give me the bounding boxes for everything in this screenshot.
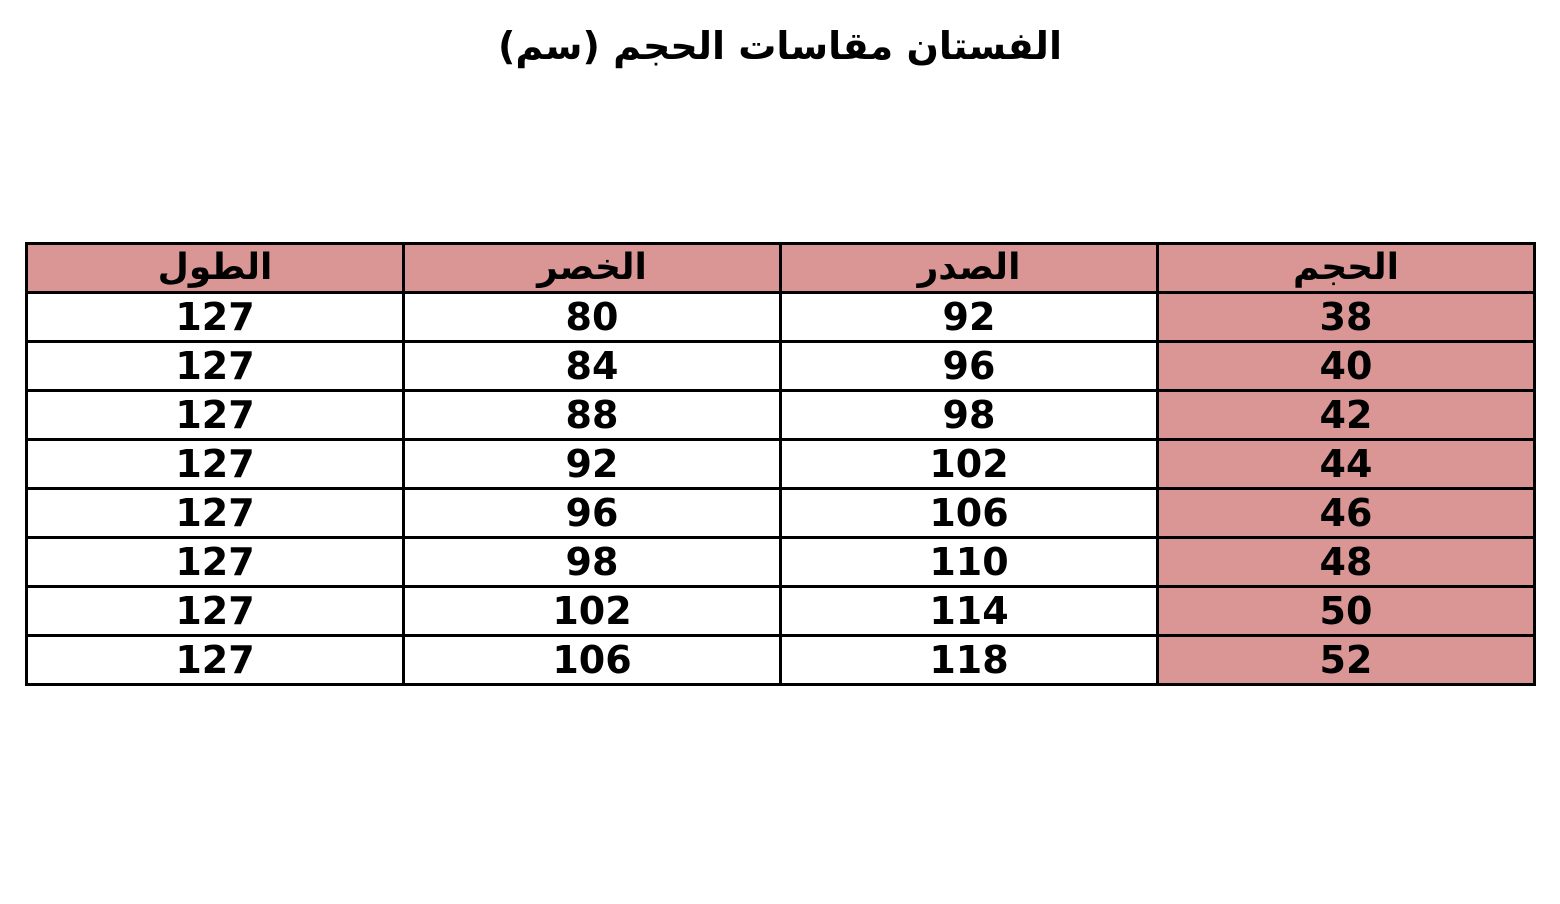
size-cell: 42 bbox=[1158, 391, 1535, 440]
length-cell: 127 bbox=[27, 391, 404, 440]
length-cell: 127 bbox=[27, 342, 404, 391]
length-cell: 127 bbox=[27, 587, 404, 636]
bust-cell: 92 bbox=[781, 293, 1158, 342]
size-cell: 46 bbox=[1158, 489, 1535, 538]
size-cell: 48 bbox=[1158, 538, 1535, 587]
table-row bbox=[27, 293, 1535, 342]
header-waist: الخصر bbox=[404, 244, 781, 293]
size-chart-table bbox=[25, 242, 1536, 686]
table-row bbox=[27, 538, 1535, 587]
waist-cell: 88 bbox=[404, 391, 781, 440]
waist-cell: 106 bbox=[404, 636, 781, 685]
length-cell: 127 bbox=[27, 293, 404, 342]
header-bust: الصدر bbox=[781, 244, 1158, 293]
bust-cell: 96 bbox=[781, 342, 1158, 391]
bust-cell: 102 bbox=[781, 440, 1158, 489]
header-length: الطول bbox=[27, 244, 404, 293]
table-header-row bbox=[27, 244, 1535, 293]
size-cell: 40 bbox=[1158, 342, 1535, 391]
table-row bbox=[27, 489, 1535, 538]
waist-cell: 92 bbox=[404, 440, 781, 489]
waist-cell: 84 bbox=[404, 342, 781, 391]
length-cell: 127 bbox=[27, 489, 404, 538]
size-cell: 44 bbox=[1158, 440, 1535, 489]
length-cell: 127 bbox=[27, 440, 404, 489]
table-row bbox=[27, 587, 1535, 636]
header-size: الحجم bbox=[1158, 244, 1535, 293]
table-row bbox=[27, 636, 1535, 685]
bust-cell: 118 bbox=[781, 636, 1158, 685]
size-cell: 50 bbox=[1158, 587, 1535, 636]
length-cell: 127 bbox=[27, 538, 404, 587]
page-title: الفستان مقاسات الحجم (سم) bbox=[498, 24, 1062, 68]
waist-cell: 98 bbox=[404, 538, 781, 587]
bust-cell: 106 bbox=[781, 489, 1158, 538]
bust-cell: 114 bbox=[781, 587, 1158, 636]
length-cell: 127 bbox=[27, 636, 404, 685]
size-cell: 52 bbox=[1158, 636, 1535, 685]
bust-cell: 110 bbox=[781, 538, 1158, 587]
size-cell: 38 bbox=[1158, 293, 1535, 342]
waist-cell: 96 bbox=[404, 489, 781, 538]
bust-cell: 98 bbox=[781, 391, 1158, 440]
waist-cell: 80 bbox=[404, 293, 781, 342]
table-row bbox=[27, 342, 1535, 391]
table-row bbox=[27, 440, 1535, 489]
waist-cell: 102 bbox=[404, 587, 781, 636]
table-row bbox=[27, 391, 1535, 440]
